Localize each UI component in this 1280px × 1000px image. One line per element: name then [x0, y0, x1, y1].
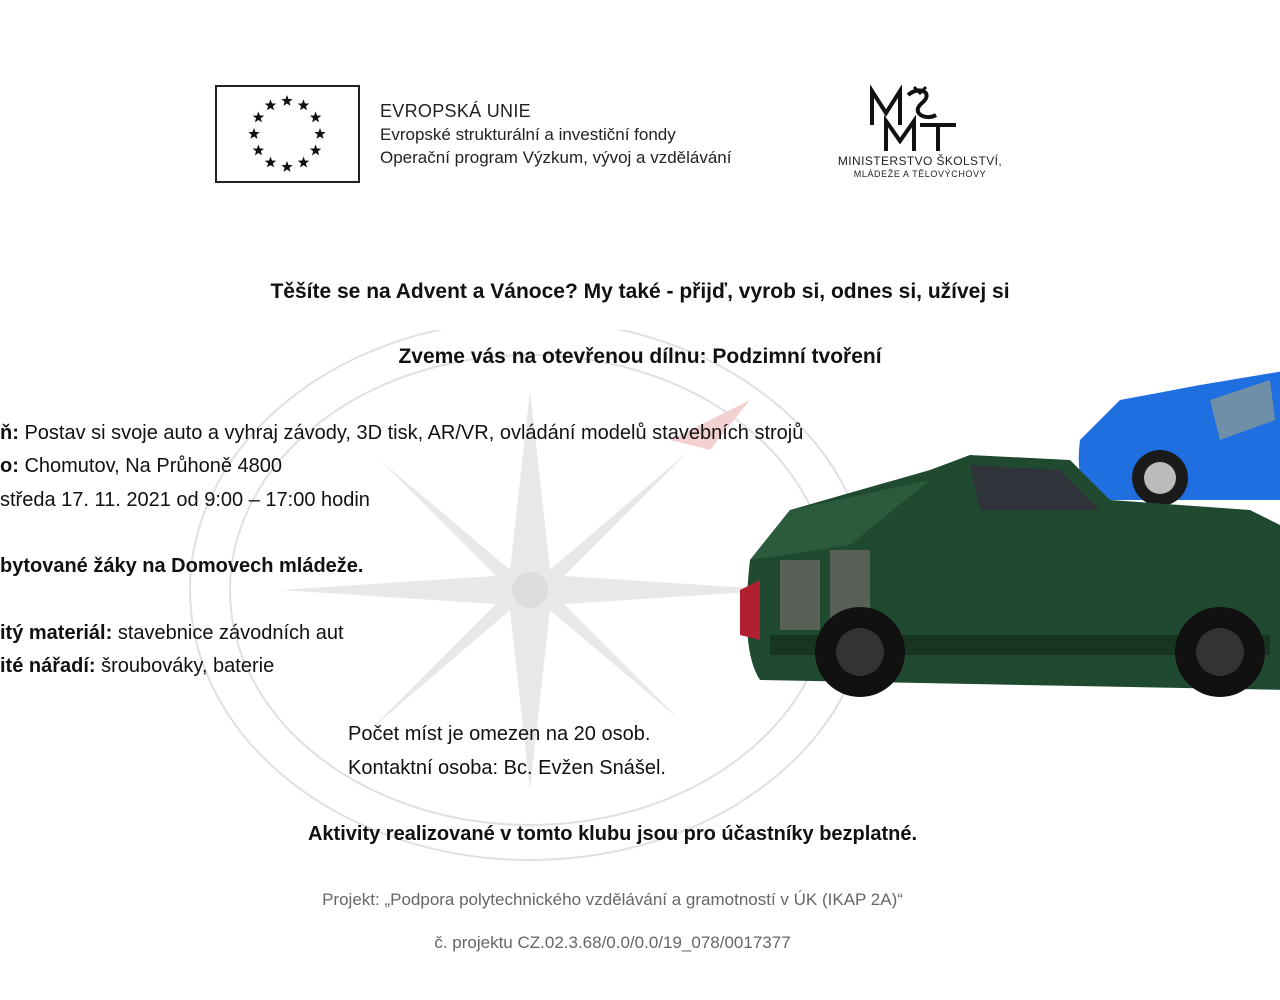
msmt-line2: MLÁDEŽE A TĚLOVÝCHOVY [853, 169, 987, 179]
program-row [0, 422, 803, 445]
project-title: Projekt: „Podpora polytechnického vzdělávání a gramotností v ÚK (IKAP 2A)“ [322, 890, 903, 909]
free-note: Aktivity realizované v tomto klubu jsou pro účastníky bezplatné. [307, 823, 918, 845]
tools-row [0, 655, 274, 678]
tools-label: ité nářadí: [0, 655, 96, 677]
eu-star-icon [298, 157, 309, 168]
eu-star-icon [248, 128, 259, 139]
material-row [0, 622, 344, 645]
contact-text: Kontaktní osoba: Bc. Evžen Snášel. [348, 757, 666, 779]
eu-title: EVROPSKÁ UNIE [380, 101, 531, 121]
place-row [0, 455, 282, 478]
date-value: středa 17. 11. 2021 od 9:00 – 17:00 hodin [0, 489, 370, 511]
place-value: Chomutov, Na Průhoně 4800 [18, 455, 283, 477]
tools-value: šroubováky, baterie [95, 655, 275, 677]
eu-funds-line: Evropské strukturální a investiční fondy [380, 125, 676, 144]
eu-star-icon [310, 145, 321, 156]
eu-star-icon [281, 95, 292, 106]
blue-car [1079, 370, 1280, 506]
program-label: ň: [0, 422, 19, 444]
eu-program-line: Operační program Výzkum, vývoj a vzdělávání [380, 148, 732, 167]
lego-cars-image [730, 360, 1280, 710]
date-row [0, 489, 370, 512]
headline: Těšíte se na Advent a Vánoce? My také - přijď, vyrob si, odnes si, užívej si [270, 280, 1010, 303]
eu-star-icon [253, 145, 264, 156]
msmt-logo [860, 85, 970, 157]
eu-star-icon [298, 99, 309, 110]
project-number: č. projektu CZ.02.3.68/0.0/0.0/19_078/0017377 [434, 933, 791, 952]
eu-text-block [380, 100, 731, 169]
eu-star-icon [265, 157, 276, 168]
msmt-text-block [800, 155, 1040, 181]
capacity-text: Počet míst je omezen na 20 osob. [348, 723, 651, 745]
eu-star-icon [310, 112, 321, 123]
eu-star-icon [314, 128, 325, 139]
eu-stars-icon [217, 87, 358, 181]
eu-flag-logo [215, 85, 360, 183]
place-label: o: [0, 455, 19, 477]
eu-star-icon [265, 99, 276, 110]
eu-star-icon [253, 112, 264, 123]
subheadline: Zveme vás na otevřenou dílnu: Podzimní tvoření [398, 345, 882, 368]
material-value: stavebnice závodních aut [112, 622, 344, 644]
audience-row [0, 555, 363, 578]
audience-text: bytované žáky na Domovech mládeže. [0, 555, 364, 577]
msmt-line1: MINISTERSTVO ŠKOLSTVÍ, [837, 154, 1003, 168]
program-value: Postav si svoje auto a vyhraj závody, 3D tisk, AR/VR, ovládání modelů stavebních strojů [18, 422, 804, 444]
eu-star-icon [281, 161, 292, 172]
material-label: itý materiál: [0, 622, 113, 644]
